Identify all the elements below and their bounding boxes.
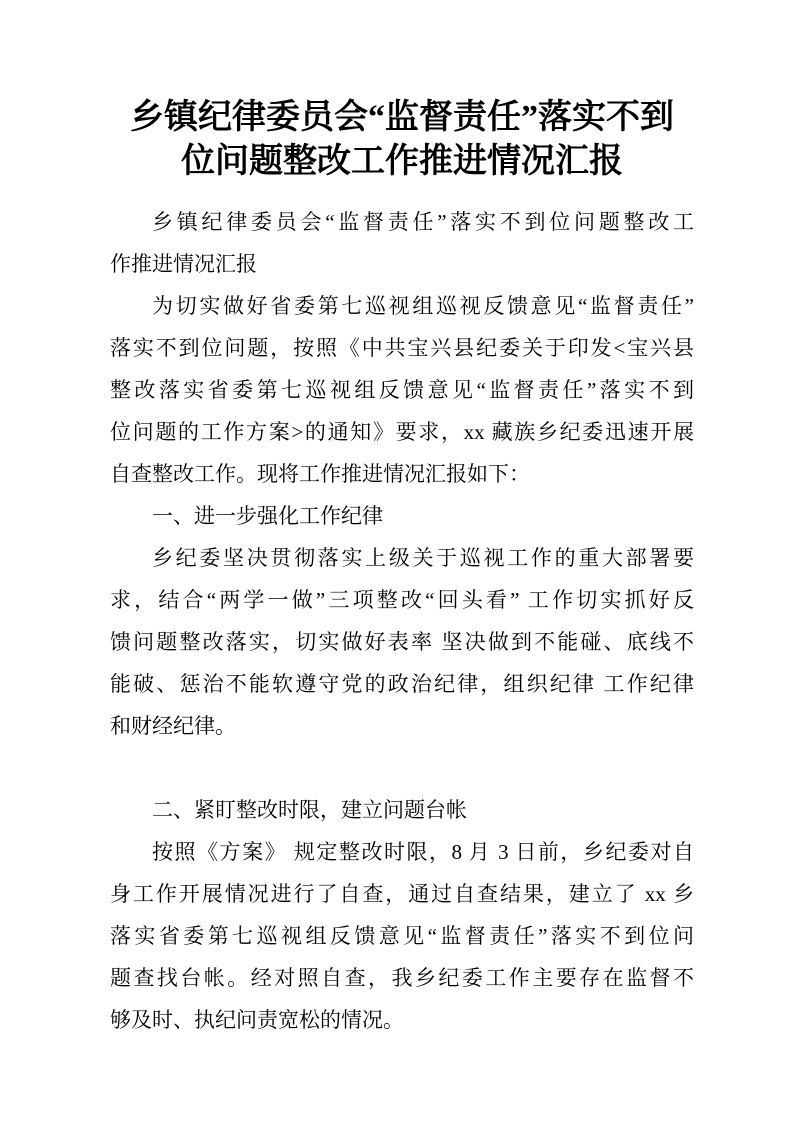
text-line (110, 747, 694, 789)
text-line: 乡纪委坚决贯彻落实上级关于巡视工作的重大部署要 (152, 546, 694, 570)
paragraph (110, 831, 694, 1041)
text-line: 落实不到位问题，按照《中共宝兴县纪委关于印发<宝兴县 (110, 336, 694, 360)
paragraph (110, 537, 694, 747)
blank-line (110, 747, 694, 789)
text-line: 题查找台帐。经对照自查，我乡纪委工作主要存在监督不 (110, 966, 694, 990)
text-line: 一、进一步强化工作纪律 (152, 504, 383, 528)
paragraph (110, 285, 694, 495)
text-line: 为切实做好省委第七巡视组巡视反馈意见“监督责任” (152, 294, 694, 318)
text-line: 乡镇纪律委员会“监督责任”落实不到位问题整改工 (152, 210, 694, 234)
paragraph (110, 201, 694, 285)
text-line: 求，结合“两学一做”三项整改“回头看” 工作切实抓好反 (110, 588, 694, 612)
text-line: 整改落实省委第七巡视组反馈意见“监督责任”落实不到 (110, 378, 694, 402)
text-line: 自查整改工作。现将工作推进情况汇报如下： (110, 462, 530, 486)
text-line: 能破、惩治不能软遵守党的政治纪律，组织纪律 工作纪律 (110, 672, 694, 696)
text-line: 位问题的工作方案>的通知》要求，xx 藏族乡纪委迅速开展 (110, 420, 694, 444)
text-line: 馈问题整改落实，切实做好表率 坚决做到不能碰、底线不 (110, 630, 694, 654)
page-title (110, 96, 694, 184)
paragraph (110, 789, 694, 831)
title-line-2: 位问题整改工作推进情况汇报 (181, 143, 623, 180)
text-line: 作推进情况汇报 (110, 252, 257, 276)
paragraph (110, 495, 694, 537)
title-line-1: 乡镇纪律委员会“监督责任”落实不到 (130, 99, 674, 136)
text-line: 和财经纪律。 (110, 714, 236, 738)
text-line: 二、紧盯整改时限，建立问题台帐 (152, 798, 467, 822)
text-line: 身工作开展情况进行了自查，通过自查结果，建立了 xx 乡 (110, 882, 694, 906)
text-line: 够及时、执纪问责宽松的情况。 (110, 1008, 404, 1032)
text-line: 按照《方案》 规定整改时限，8 月 3 日前，乡纪委对自 (152, 840, 694, 864)
document-body (110, 201, 694, 1041)
text-line: 落实省委第七巡视组反馈意见“监督责任”落实不到位问 (110, 924, 694, 948)
